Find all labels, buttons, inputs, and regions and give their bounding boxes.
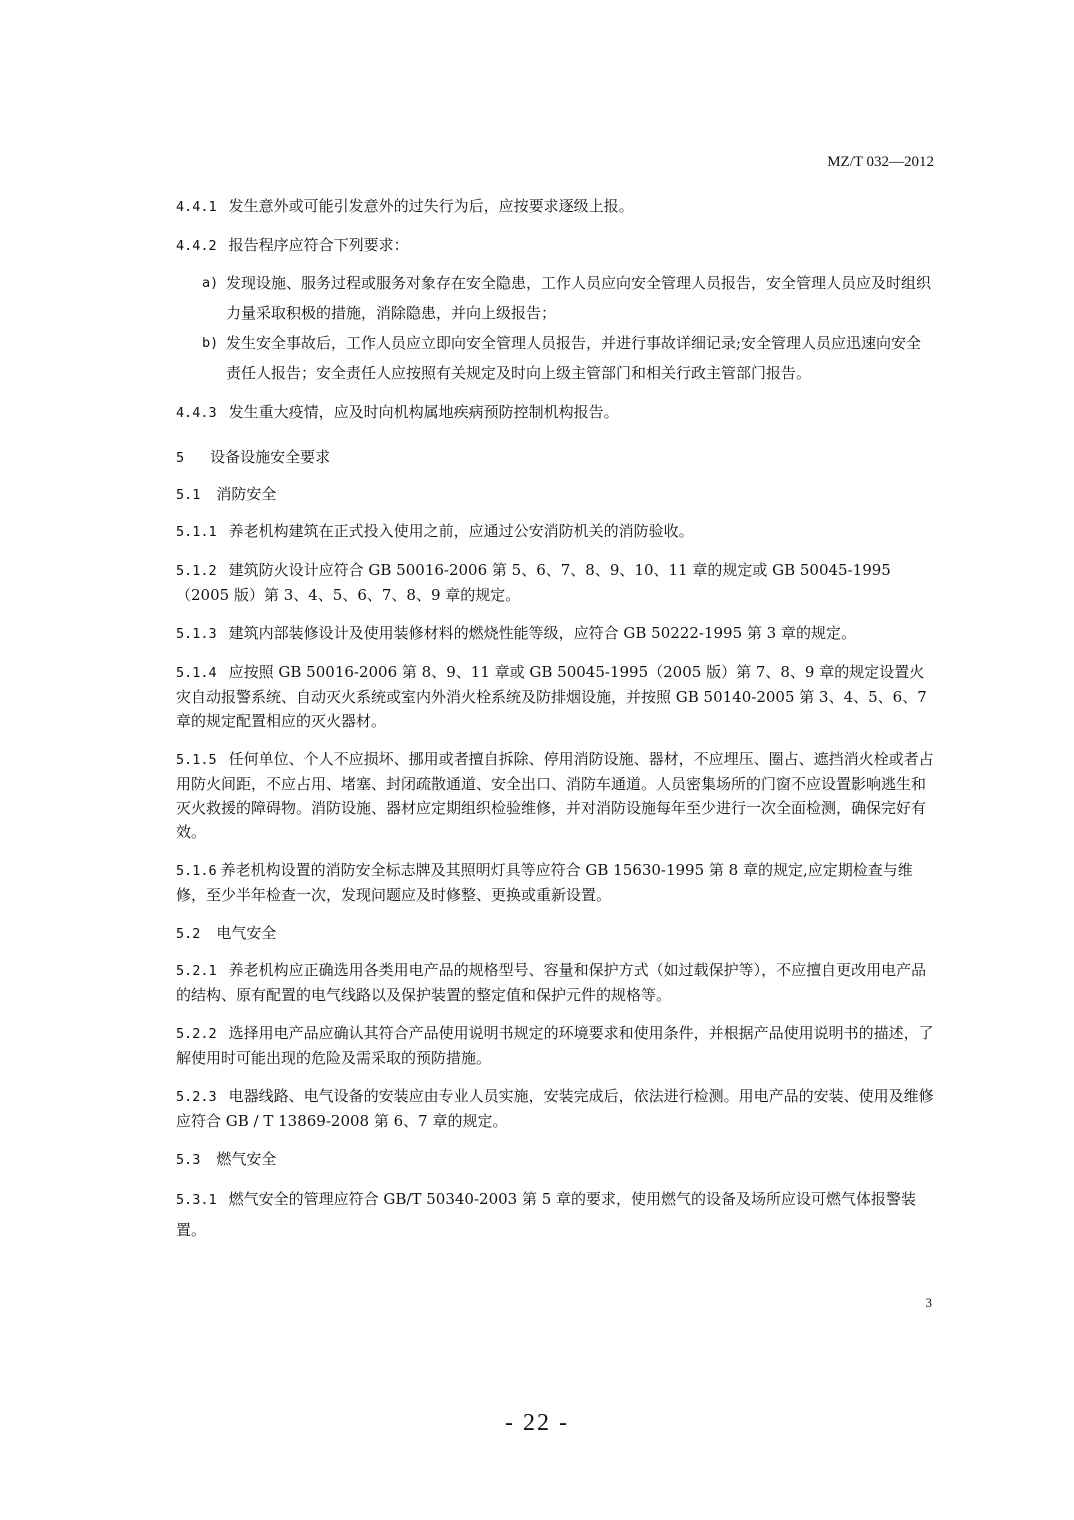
clause-number: 5.1.2 [176, 563, 217, 579]
section-title: 电气安全 [216, 924, 277, 942]
section-number: 5 [176, 450, 185, 466]
section-5-1-heading [176, 482, 934, 507]
clause-5-1-5 [176, 747, 934, 844]
clause-number: 5.1.3 [176, 626, 217, 642]
clause-5-1-6 [176, 858, 934, 907]
clause-number: 5.2.2 [176, 1026, 217, 1042]
clause-number: 5.3.1 [176, 1192, 217, 1208]
clause-number: 5.1.5 [176, 752, 217, 768]
list-item-b [176, 328, 934, 388]
clause-4-4-3 [176, 400, 934, 425]
clause-text: 报告程序应符合下列要求： [228, 236, 409, 254]
clause-text: 燃气安全的管理应符合 GB/T 50340-2003 第 5 章的要求，使用燃气的设备及场所应设可燃气体报警装置。 [176, 1190, 917, 1239]
section-number: 5.2 [176, 926, 201, 942]
clause-text: 养老机构建筑在正式投入使用之前，应通过公安消防机关的消防验收。 [228, 522, 694, 540]
list-item-text: 发现设施、服务过程或服务对象存在安全隐患，工作人员应向安全管理人员报告，安全管理人员应及时组织力量采取积极的措施，消除隐患，并向上级报告； [226, 274, 932, 322]
clause-number: 5.1.1 [176, 524, 217, 540]
clause-5-2-3 [176, 1084, 934, 1133]
clause-number: 5.2.3 [176, 1089, 217, 1105]
clause-5-1-3 [176, 621, 934, 646]
section-title: 设备设施安全要求 [210, 448, 331, 466]
clause-text: 电器线路、电气设备的安装应由专业人员实施，安装完成后，依法进行检测。用电产品的安装、使用及维修应符合 GB / T 13869-2008 第 6、7 章的规定。 [176, 1087, 934, 1130]
clause-text: 选择用电产品应确认其符合产品使用说明书规定的环境要求和使用条件，并根据产品使用说明书的描述，了解使用时可能出现的危险及需采取的预防措施。 [176, 1024, 934, 1067]
clause-text: 建筑内部装修设计及使用装修材料的燃烧性能等级，应符合 GB 50222-1995 第 3 章的规定。 [228, 624, 856, 642]
clause-number: 4.4.2 [176, 238, 217, 254]
clause-5-1-2 [176, 558, 934, 607]
clause-4-4-1 [176, 194, 934, 219]
list-marker: a) [202, 275, 219, 291]
clause-5-2-2 [176, 1021, 934, 1070]
clause-text: 应按照 GB 50016-2006 第 8、9、11 章或 GB 50045-1995（2005 版）第 7、8、9 章的规定设置火灾自动报警系统、自动灭火系统或室内外消火栓系统及防排烟设施，并按照 GB 50140-2005 第 3、4、5、6、7 章的规定配置相应的灭火器材。 [176, 663, 927, 730]
page-number: 3 [925, 1295, 932, 1310]
clause-text: 发生重大疫情，应及时向机构属地疾病预防控制机构报告。 [228, 403, 619, 421]
clause-number: 5.1.4 [176, 665, 217, 681]
clause-text: 任何单位、个人不应损坏、挪用或者擅自拆除、停用消防设施、器材，不应埋压、圈占、遮挡消火栓或者占用防火间距，不应占用、堵塞、封闭疏散通道、安全出口、消防车通道。人员密集场所的门窗不应设置影响逃生和灭火救援的障碍物。消防设施、器材应定期组织检验维修，并对消防设施每年至少进行一次全面检测，确保完好有效。 [176, 750, 934, 841]
clause-text: 养老机构设置的消防安全标志牌及其照明灯具等应符合 GB 15630-1995 第 8 章的规定,应定期检查与维修，至少半年检查一次，发现问题应及时修整、更换或重新设置。 [176, 861, 913, 904]
page-content [176, 194, 934, 1259]
clause-number: 5.2.1 [176, 963, 217, 979]
clause-5-2-1 [176, 958, 934, 1007]
clause-4-4-2 [176, 233, 934, 258]
clause-number: 4.4.3 [176, 405, 217, 421]
clause-text: 养老机构应正确选用各类用电产品的规格型号、容量和保护方式（如过载保护等），不应擅自更改用电产品的结构、原有配置的电气线路以及保护装置的整定值和保护元件的规格等。 [176, 961, 927, 1004]
section-title: 燃气安全 [216, 1150, 277, 1168]
clause-number: 4.4.1 [176, 199, 217, 215]
footer-page-label: - 22 - [505, 1410, 569, 1436]
section-number: 5.1 [176, 487, 201, 503]
standard-code: MZ/T 032—2012 [827, 154, 934, 170]
clause-5-1-4 [176, 660, 934, 733]
section-number: 5.3 [176, 1152, 201, 1168]
clause-text: 发生意外或可能引发意外的过失行为后，应按要求逐级上报。 [228, 197, 634, 215]
section-5-3-heading [176, 1147, 934, 1172]
list-marker: b) [202, 335, 219, 351]
section-5-2-heading [176, 921, 934, 946]
clause-5-1-1 [176, 519, 934, 544]
list-item-a [176, 268, 934, 328]
clause-5-3-1 [176, 1184, 934, 1245]
report-procedure-list [176, 268, 934, 388]
section-5-heading [176, 445, 934, 470]
list-item-text: 发生安全事故后，工作人员应立即向安全管理人员报告，并进行事故详细记录;安全管理人员应迅速向安全责任人报告；安全责任人应按照有关规定及时向上级主管部门和相关行政主管部门报告。 [226, 334, 922, 382]
clause-number: 5.1.6 [176, 863, 217, 879]
clause-text: 建筑防火设计应符合 GB 50016-2006 第 5、6、7、8、9、10、11 章的规定或 GB 50045-1995（2005 版）第 3、4、5、6、7、8、9 章的规定。 [176, 561, 891, 604]
section-title: 消防安全 [216, 485, 277, 503]
